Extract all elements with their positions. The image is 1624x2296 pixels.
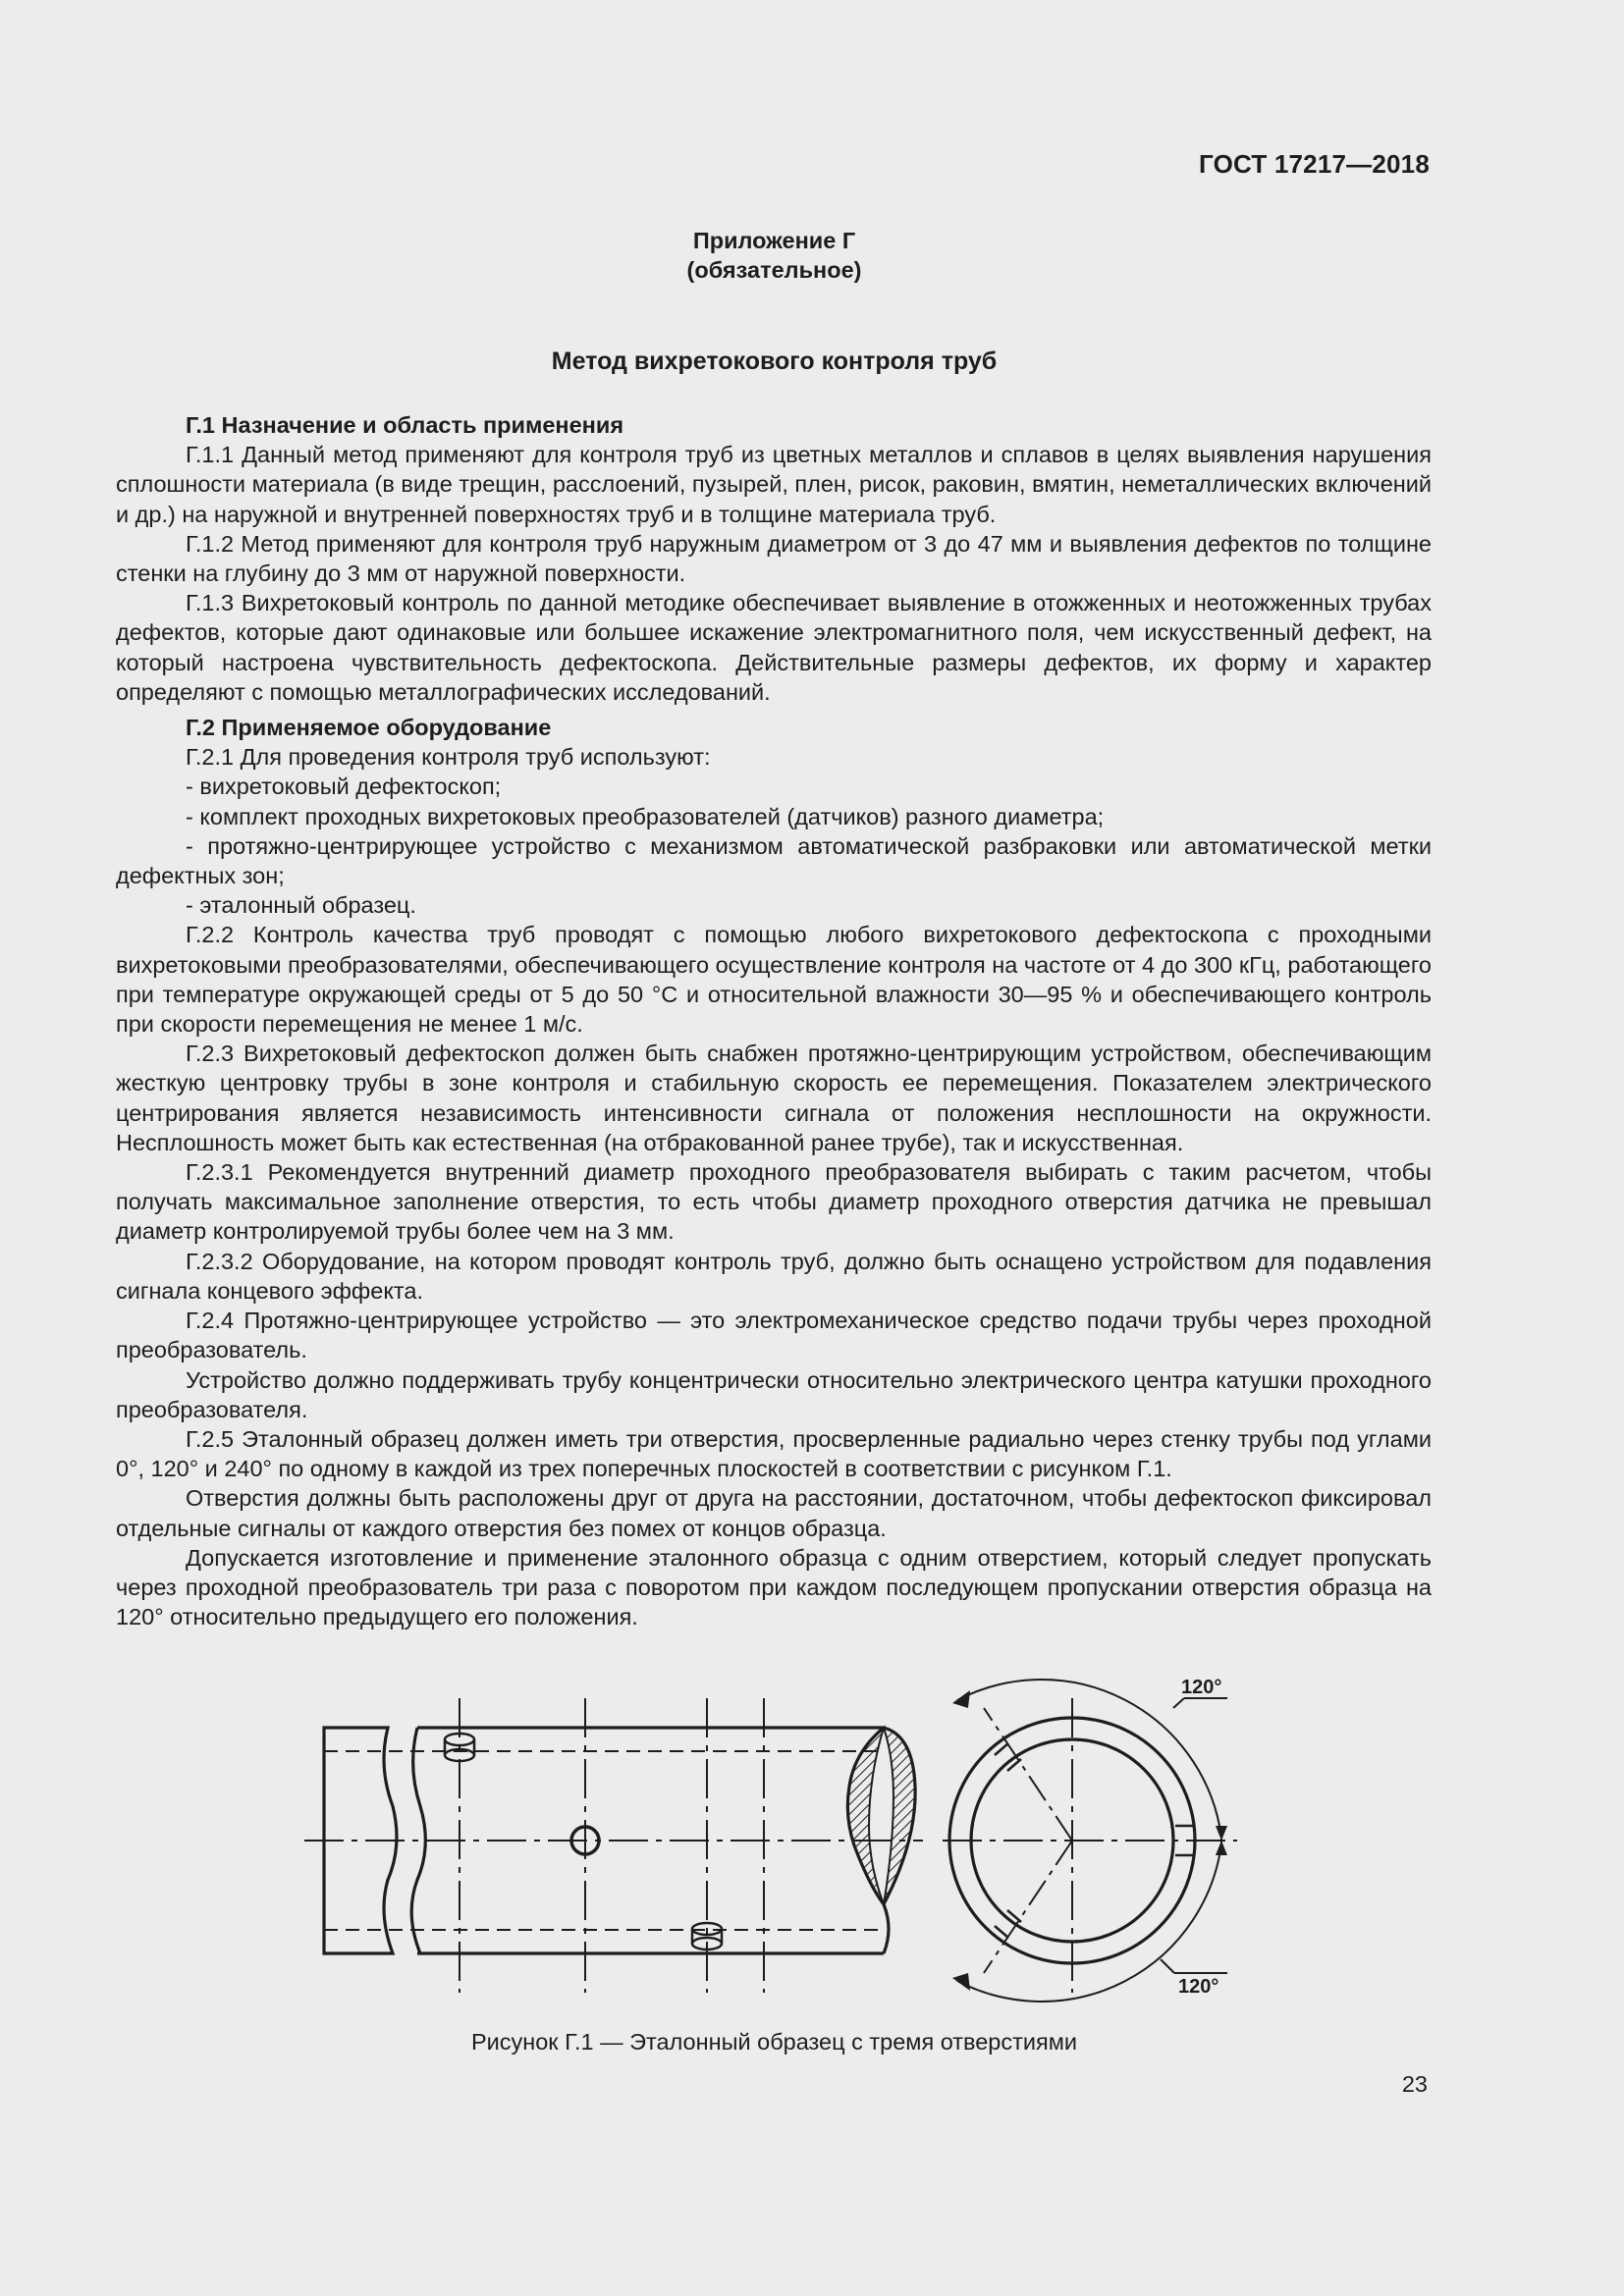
section-heading-g2: Г.2 Применяемое оборудование [186,715,552,741]
paragraph-g2-4: Г.2.4 Протяжно-центрирующее устройство — это электромеханическое средство подачи трубы через проходной преобразователь. [116,1308,1432,1363]
paragraph-g1-1: Г.1.1 Данный метод применяют для контроля труб из цветных металлов и сплавов в целях выявления нарушения сплошности материала (в виде трещин, расслоений, пузырей, плен, рисок, раковин, вмятин, неметаллических включений и др.) на наружной и внутренней поверхностях труб и в толщине материала труб. [116,442,1432,527]
pipe-cut-hatching [847,1728,884,1904]
dimension-arrow [952,1690,970,1708]
page-title: Метод вихретокового контроля труб [551,347,998,375]
list-item: - протяжно-центрирующее устройство с механизмом автоматической разбраковки или автоматической метки дефектных зон; [116,832,1432,889]
angle-label-top: 120° [1181,1677,1222,1698]
dimension-arrow [1216,1841,1227,1855]
list-item: - комплект проходных вихретоковых преобразователей (датчиков) разного диаметра; [186,803,1105,829]
body-text [116,410,1432,1631]
section-heading-g1: Г.1 Назначение и область применения [186,412,624,438]
list-item: - вихретоковый дефектоскоп; [186,774,502,800]
standard-code: ГОСТ 17217—2018 [1199,149,1430,179]
reference-sample-drawing [295,1669,1257,2007]
page-number: 23 [1401,2071,1428,2097]
paragraph-g2-3-1: Г.2.3.1 Рекомендуется внутренний диаметр проходного преобразователя выбирать с таким расчетом, чтобы получать максимальное заполнение отверстия, то есть чтобы диаметр проходного отверстия датчика не превышал диаметр контролируемой трубы более чем на 3 мм. [116,1159,1432,1245]
paragraph-g2-2: Г.2.2 Контроль качества труб проводят с помощью любого вихретокового дефектоскопа с проходными вихретоковыми преобразователями, обеспечивающего осуществление контроля на частоте от 4 до 300 кГц, работающего при температуре окружающей среды от 5 до 50 °С и относительной влажности 30—95 % и обеспечивающего контроль при скорости перемещения не менее 1 м/с. [116,922,1432,1038]
angle-label-bottom: 120° [1178,1976,1219,1998]
paragraph-device: Устройство должно поддерживать трубу концентрически относительно электрического центра катушки проходного преобразователя. [116,1366,1432,1422]
paragraph-g2-5: Г.2.5 Эталонный образец должен иметь три отверстия, просверленные радиально через стенку трубы под углами 0°, 120° и 240° по одному в каждой из трех поперечных плоскостей в соответствии с рисунком Г.1. [116,1425,1432,1482]
list-item: - эталонный образец. [186,892,416,919]
paragraph-g1-3: Г.1.3 Вихретоковый контроль по данной методике обеспечивает выявление в отожженных и неотожженных трубах дефектов, которые дают одинаковые или большее искажение электромагнитного поля, чем искусственный дефект, на который настроена чувствительность дефектоскопа. Действительные размеры дефектов, их форму и характер определяют с помощью металлографических исследований. [116,590,1432,705]
dimension-arrow [1216,1826,1227,1841]
paragraph-single-hole: Допускается изготовление и применение эталонного образца с одним отверстием, который следует пропускать через проходной преобразователь три раза с поворотом при каждом последующем пропускании отверстия образца на 120° относительно предыдущего его положения. [116,1544,1432,1630]
paragraph-g2-3-2: Г.2.3.2 Оборудование, на котором проводят контроль труб, должно быть оснащено устройством для подавления сигнала концевого эффекта. [116,1248,1432,1304]
paragraph-g1-2: Г.1.2 Метод применяют для контроля труб наружным диаметром от 3 до 47 мм и выявления дефектов по толщине стенки на глубину до 3 мм от наружной поверхности. [116,530,1432,587]
paragraph-holes: Отверстия должны быть расположены друг от друга на расстоянии, достаточном, чтобы дефектоскоп фиксировал отдельные сигналы от каждого отверстия без помех от концов образца. [116,1485,1432,1541]
dimension-arc-top [957,1680,1221,1838]
paragraph-g2-3: Г.2.3 Вихретоковый дефектоскоп должен быть снабжен протяжно-центрирующим устройством, обеспечивающим жесткую центровку трубы в зоне контроля и стабильную скорость ее перемещения. Показателем электрического центрирования является независимость интенсивности сигнала от положения несплошности на окружности. Несплошность может быть как естественная (на отбракованной ранее трубе), так и искусственная. [116,1041,1432,1155]
appendix-heading [0,226,1548,285]
dimension-arrow [952,1973,970,1991]
figure-caption: Рисунок Г.1 — Эталонный образец с тремя отверстиями [470,2029,1078,2055]
paragraph-g2-1: Г.2.1 Для проведения контроля труб используют: [186,744,711,771]
pipe-wall-hatching [884,1728,915,1904]
appendix-label: Приложение Г [692,228,856,253]
appendix-status: (обязательное) [686,257,862,283]
